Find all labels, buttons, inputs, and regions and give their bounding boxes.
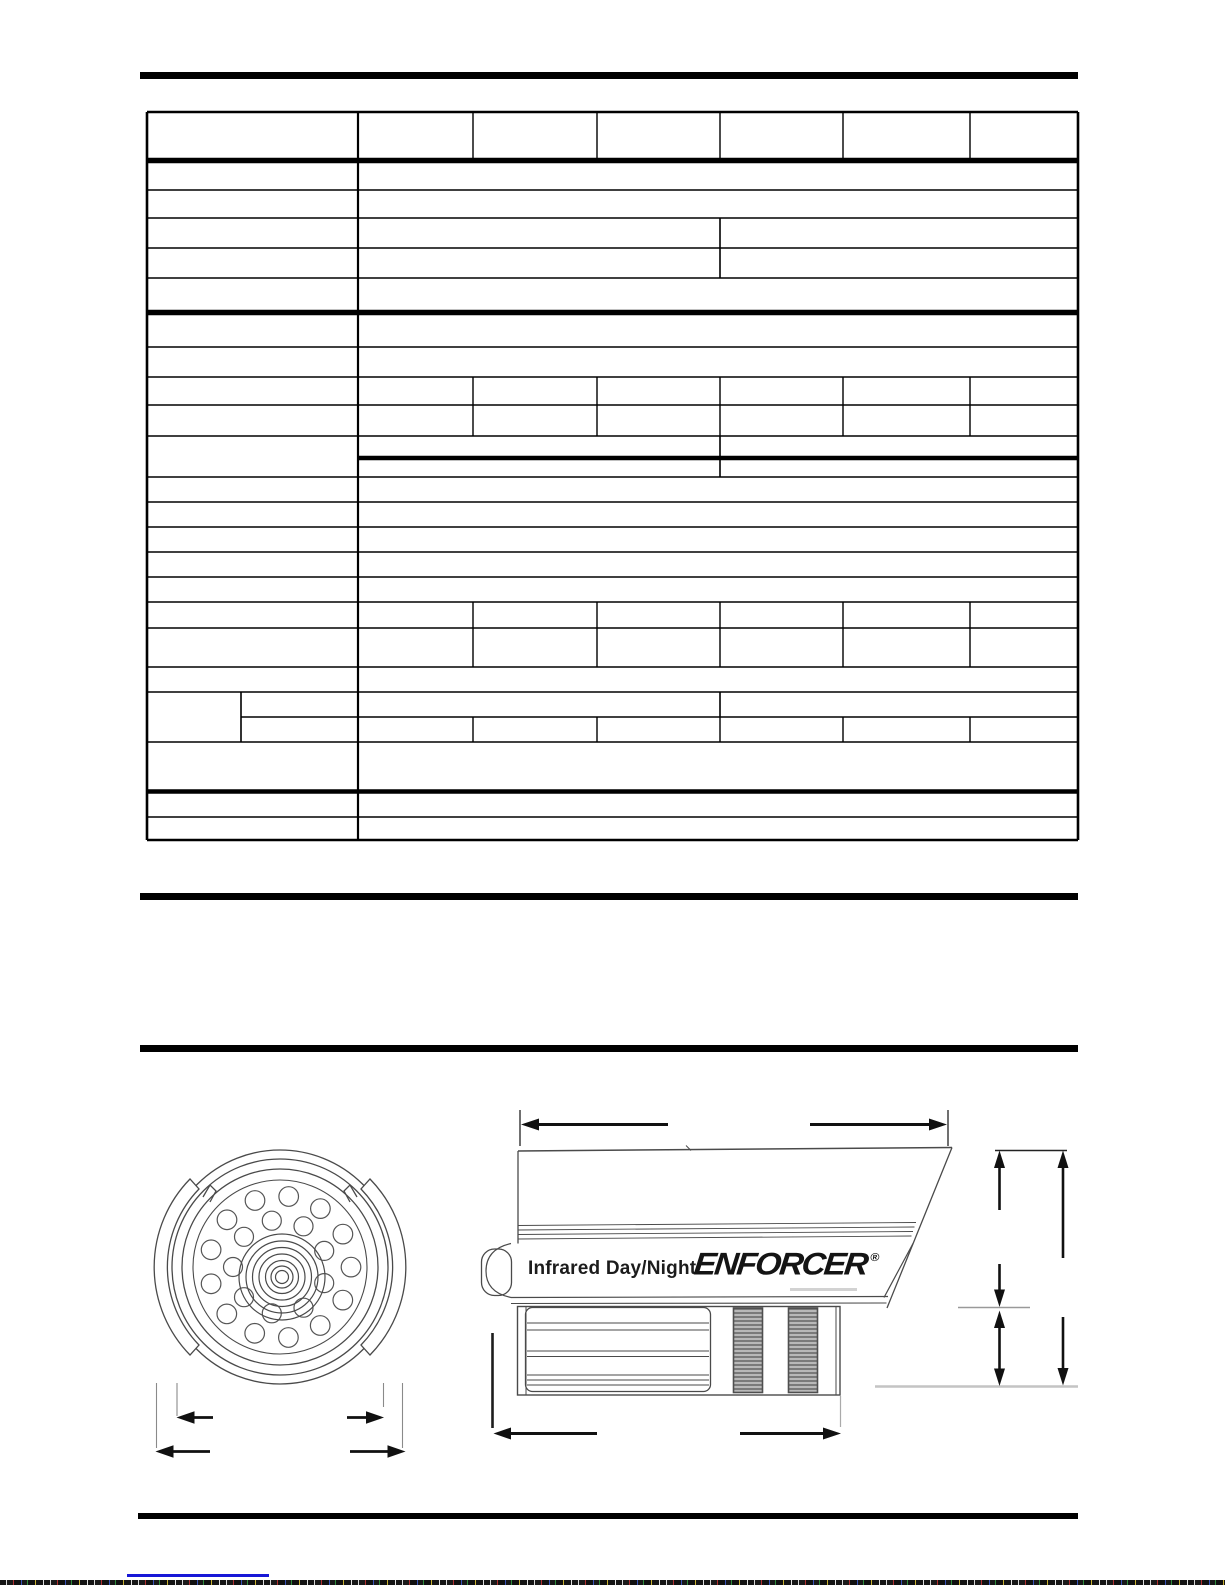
section-rule-2 <box>140 893 1078 900</box>
brand-logo <box>692 1246 881 1282</box>
mounting-base <box>518 1307 841 1396</box>
thread-barrel-1 <box>734 1308 763 1393</box>
section-rule-3 <box>140 1045 1078 1052</box>
model-label: Infrared Day/Night <box>528 1258 697 1279</box>
lens-rings <box>239 1234 325 1320</box>
sunshield <box>518 1146 952 1309</box>
section-rule-bottom <box>138 1513 1078 1519</box>
table-horizontal-lines <box>147 112 1078 840</box>
thread-barrel-2 <box>789 1308 818 1393</box>
registered-trademark-icon: ® <box>869 1250 881 1265</box>
table-vertical-lines <box>147 112 1078 840</box>
left-bracket-ear <box>154 1179 199 1355</box>
front-diameter-dimension <box>157 1412 404 1457</box>
footer-link[interactable] <box>127 1574 269 1577</box>
front-view-drawing <box>140 1130 420 1460</box>
brand-logo-text: ENFORCER <box>692 1246 869 1282</box>
finned-block <box>526 1308 711 1392</box>
logo-subtext-smudge <box>790 1288 857 1291</box>
spec-table <box>145 110 1081 842</box>
top-width-dimension <box>520 1110 948 1146</box>
section-rule-top <box>140 72 1078 79</box>
height-dimension <box>994 1151 1069 1387</box>
right-bracket-ear <box>361 1179 406 1355</box>
scan-edge-noise <box>0 1580 1225 1585</box>
ir-led-ring <box>201 1187 361 1348</box>
